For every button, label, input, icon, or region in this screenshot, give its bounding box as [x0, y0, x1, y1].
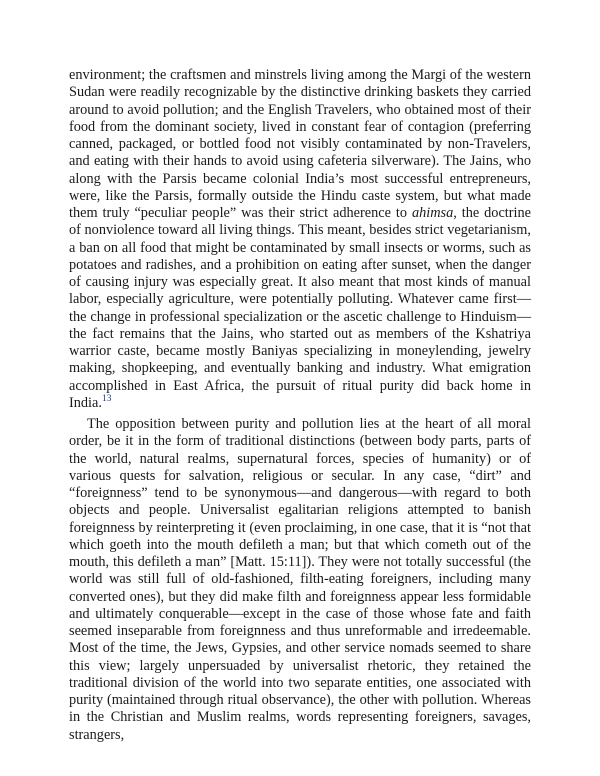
- body-text: [69, 67, 531, 744]
- footnote-link[interactable]: 13: [101, 393, 112, 404]
- paragraph-1-text-b: , the doctrine of nonviolence toward all living things. This meant, besides strict vegetarianism, a ban on all food that might be contaminated by small insects or worms, such as potatoes and radishes, and a prohibition on eating after sunset, when the danger of causing injury was especially great. It also meant that most kinds of manual labor, especially agriculture, were potentially polluting. Whatever came first—the change in professional specialization or the ascetic challenge to Hinduism—the fact remains that the Jains, who started out as members of the Kshatriya warrior caste, became mostly Baniyas specializing in moneylending, jewelry making, shopkeeping, and eventually banking and industry. What emigration accomplished in East Africa, the pursuit of ritual purity did back home in India.: [69, 205, 532, 411]
- italic-term-ahimsa: ahimsa: [411, 205, 454, 221]
- paragraph-1: [69, 67, 531, 412]
- paragraph-2: The opposition between purity and pollution lies at the heart of all moral order, be it in the form of traditional distinctions (between body parts, parts of the world, natural realms, supernatural forces, species of humanity) or of various quests for salvation, religious or secular. In any case, “dirt” and “foreignness” tend to be synonymous—and dangerous—with regard to both objects and people. Universalist egalitarian religions attempted to banish foreignness by reinterpreting it (even proclaiming, in one case, that it is “not that which goeth into the mouth defileth a man; but that which cometh out of the mouth, this defileth a man” [Matt. 15:11]). They were not totally successful (the world was still full of old-fashioned, filth-eating foreigners, including many converted ones), but they did make filth and foreignness appear less formidable and ultimately conquerable—except in the case of those whose fate and faith seemed inseparable from foreignness and thus unreformable and irredeemable. Most of the time, the Jews, Gypsies, and other service nomads seemed to share this view; largely unpersuaded by universalist rhetoric, they retained the traditional division of the world into two separate entities, one associated with purity (maintained through ritual observance), the other with pollution. Whereas in the Christian and Muslim realms, words representing foreigners, savages, strangers,: [69, 416, 531, 743]
- paragraph-1-text-a: environment; the craftsmen and minstrels living among the Margi of the western Sudan were readily recognizable by the distinctive drinking baskets they carried around to avoid pollution; and the English Travelers, who obtained most of their food from the dominant society, lived in constant fear of contagion (preferring canned, packaged, or bottled food not visibly contaminated by non-Travelers, and eating with their hands to avoid using cafeteria silverware). The Jains, who along with the Parsis became colonial India’s most successful entrepreneurs, were, like the Parsis, formally outside the Hindu caste system, but what made them truly “peculiar people” was their strict adherence to: [69, 67, 531, 221]
